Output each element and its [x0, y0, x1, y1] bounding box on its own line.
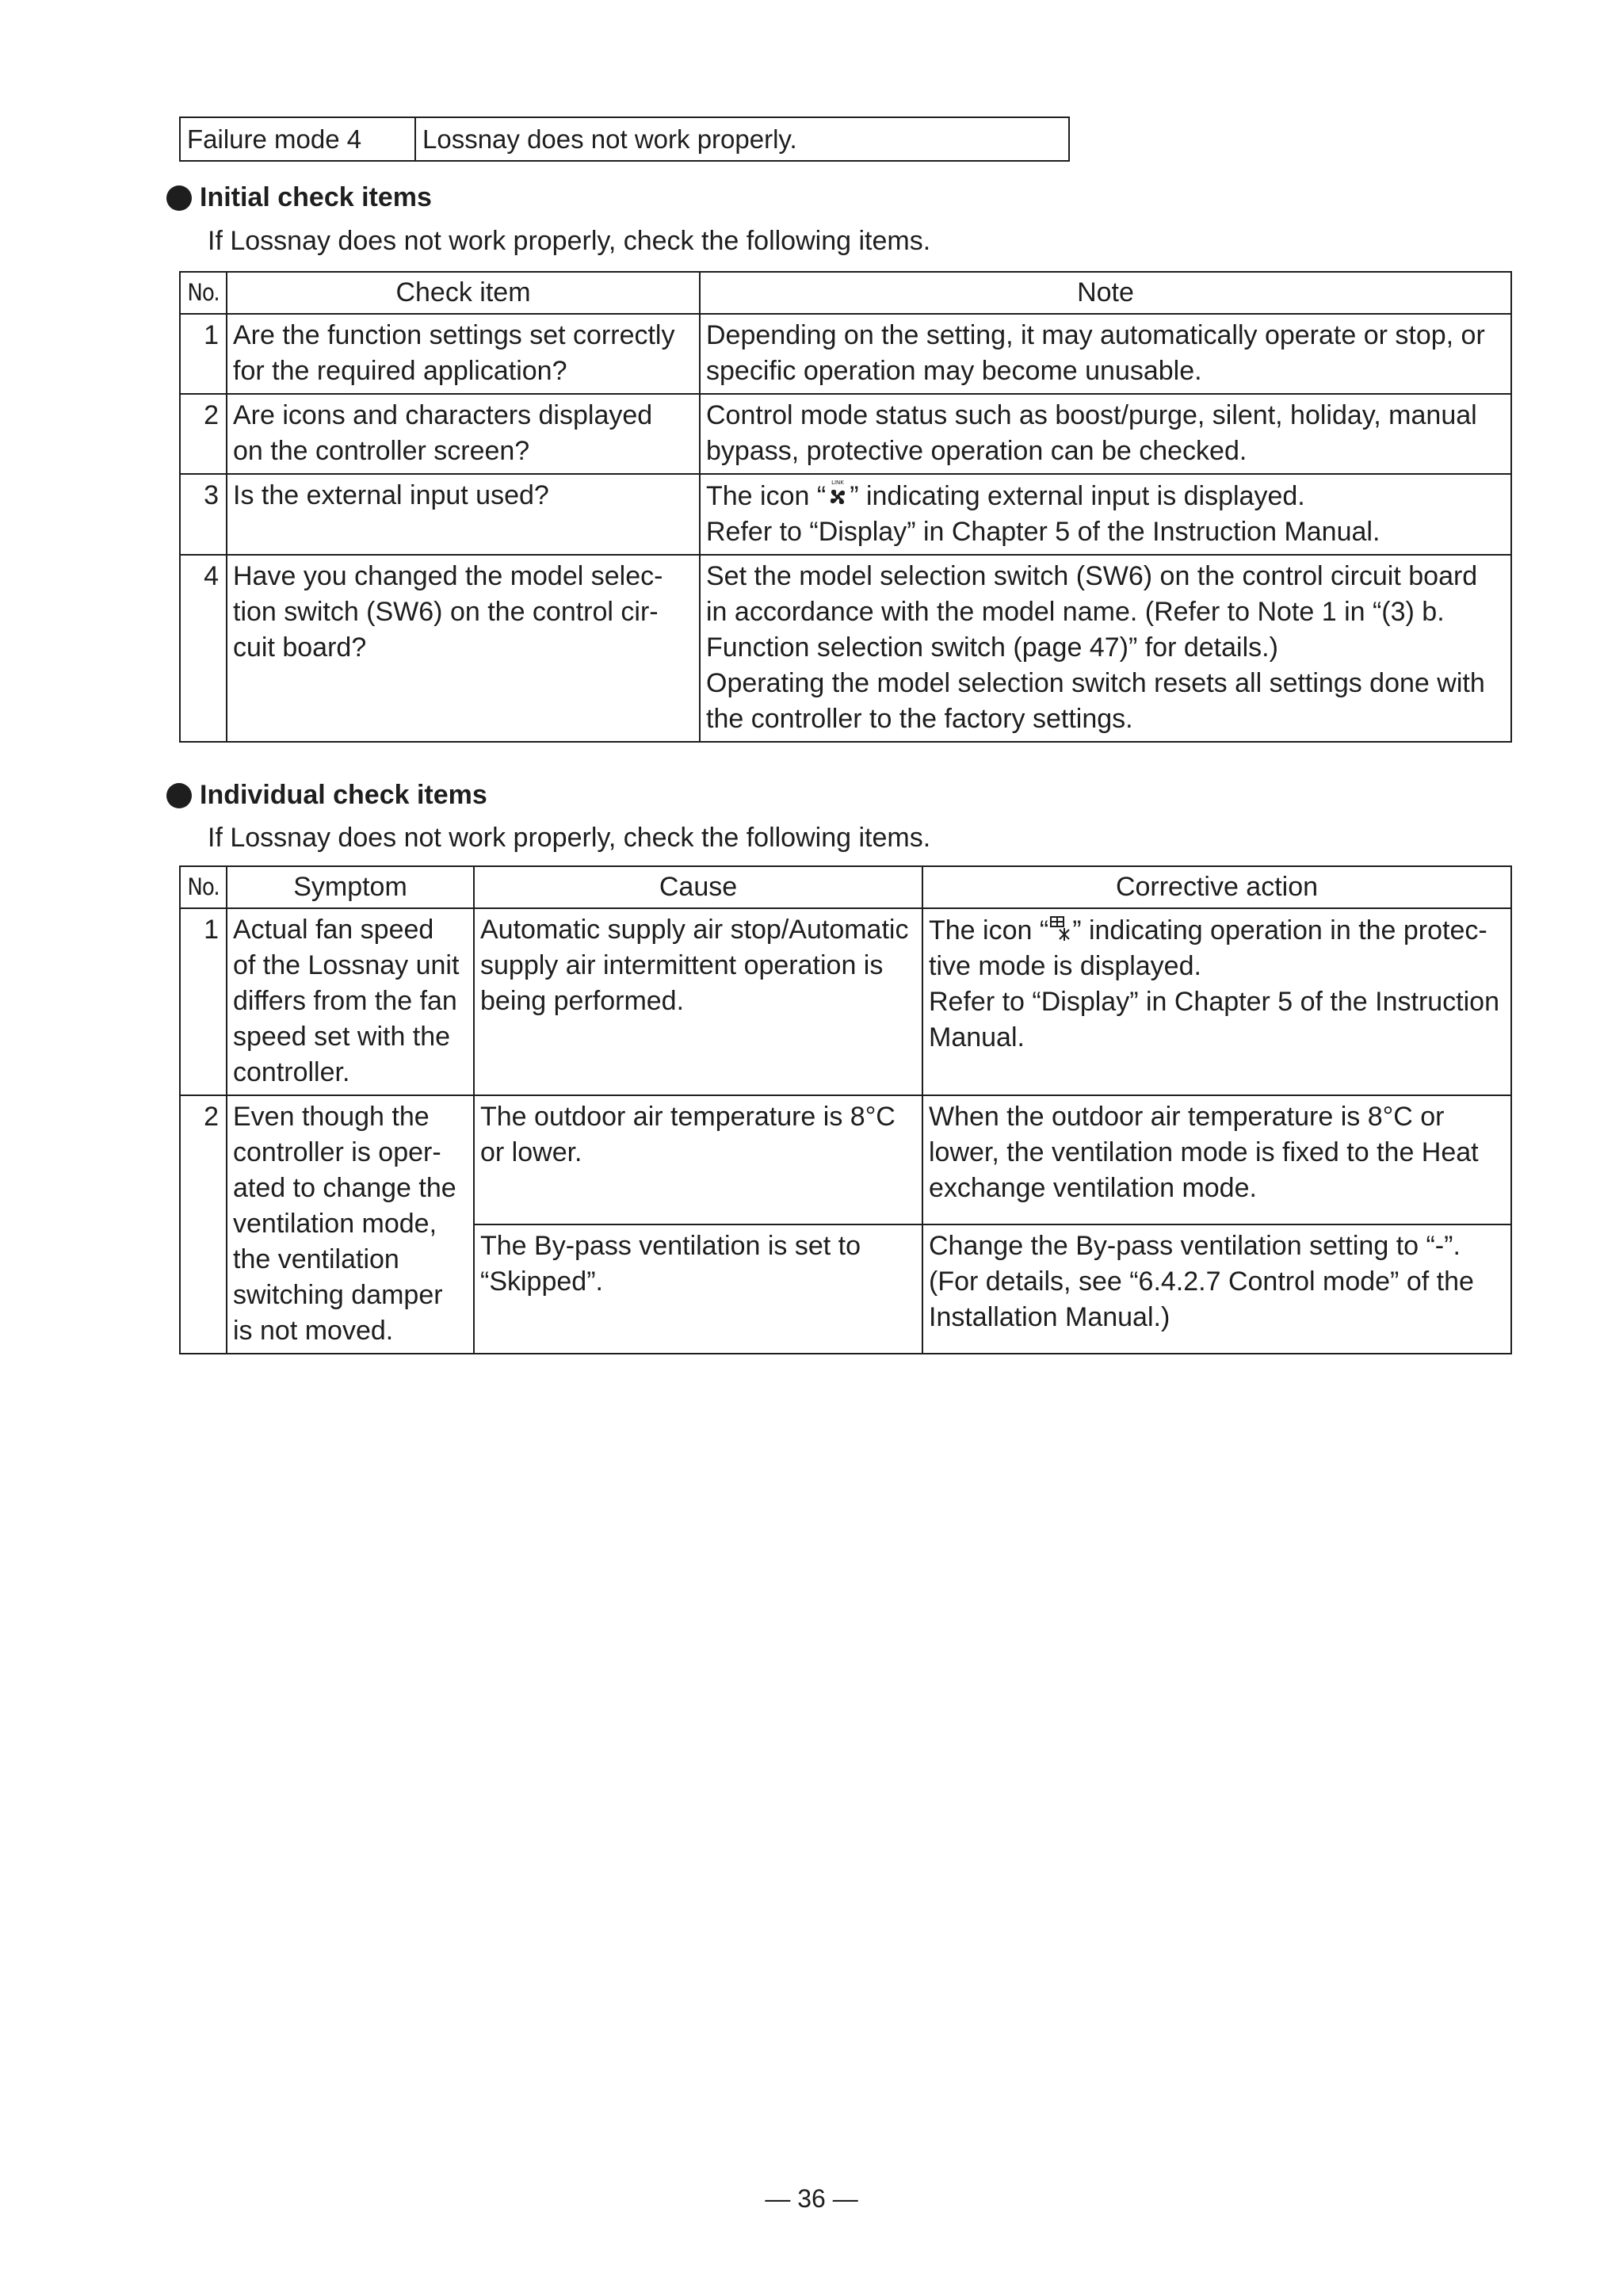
check-item-text: Are the function settings set correctly — [233, 320, 675, 350]
action-text: Change the By-pass ventilation setting to “-”. — [929, 1231, 1461, 1261]
symptom-text: Even though the — [233, 1102, 430, 1132]
symptom-text: ated to change the — [233, 1173, 456, 1203]
check-item-text: on the controller screen? — [233, 436, 530, 466]
cause-text: Automatic supply air stop/Automatic — [480, 915, 909, 945]
individual-check-title: Individual check items — [200, 780, 487, 810]
header-no: No. — [180, 866, 227, 908]
symptom-text: speed set with the — [233, 1022, 451, 1052]
table-row — [180, 394, 1511, 474]
bullet-icon — [166, 783, 192, 808]
action-text: Manual. — [929, 1022, 1025, 1052]
row-number: 3 — [180, 474, 227, 555]
failure-mode-row — [180, 117, 1069, 161]
row-number: 2 — [180, 1095, 227, 1354]
header-corrective-action: Corrective action — [922, 866, 1511, 908]
symptom-text: the ventilation — [233, 1244, 399, 1274]
individual-check-table — [179, 865, 1512, 1354]
cause-cell — [474, 908, 922, 1095]
table-row — [180, 474, 1511, 555]
check-item-cell — [227, 394, 700, 474]
symptom-text: Actual fan speed — [233, 915, 434, 945]
action-text: exchange ventilation mode. — [929, 1173, 1257, 1203]
action-text: lower, the ventilation mode is fixed to the Heat — [929, 1137, 1479, 1167]
header-no: No. — [180, 272, 227, 314]
cause-text: being performed. — [480, 986, 685, 1016]
table-row — [180, 908, 1511, 1095]
cause-text: The By-pass ventilation is set to — [480, 1231, 861, 1261]
note-text: Refer to “Display” in Chapter 5 of the Instruction Manual. — [706, 517, 1381, 547]
check-item-cell — [227, 314, 700, 394]
note-text: Operating the model selection switch resets all settings done with — [706, 668, 1485, 698]
action-text: Refer to “Display” in Chapter 5 of the Instruction — [929, 987, 1499, 1017]
symptom-text: ventilation mode, — [233, 1209, 437, 1239]
initial-check-heading — [166, 182, 432, 213]
check-item-text: Have you changed the model selec- — [233, 561, 663, 591]
corrective-action-cell — [922, 908, 1511, 1095]
cause-text: supply air intermittent operation is — [480, 950, 884, 980]
action-text: (For details, see “6.4.2.7 Control mode” of the — [929, 1266, 1474, 1297]
row-number: 4 — [180, 555, 227, 742]
note-text: in accordance with the model name. (Refer to Note 1 in “(3) b. — [706, 597, 1445, 627]
header-note: Note — [700, 272, 1511, 314]
corrective-action-cell — [922, 1224, 1511, 1354]
cause-text: “Skipped”. — [480, 1266, 603, 1297]
note-text: Set the model selection switch (SW6) on the control circuit board — [706, 561, 1478, 591]
failure-mode-table — [179, 117, 1070, 162]
page-number: — 36 — — [765, 2184, 858, 2213]
header-check-item: Check item — [227, 272, 700, 314]
symptom-cell — [227, 908, 474, 1095]
row-number: 1 — [180, 908, 227, 1095]
initial-check-table — [179, 271, 1512, 743]
check-item-text: for the required application? — [233, 356, 567, 386]
initial-check-intro: If Lossnay does not work properly, check the following items. — [208, 226, 931, 256]
symptom-text: switching damper — [233, 1280, 443, 1310]
check-item-text: tion switch (SW6) on the control cir- — [233, 597, 659, 627]
corrective-action-cell — [922, 1095, 1511, 1224]
row-number: 2 — [180, 394, 227, 474]
cause-cell — [474, 1095, 922, 1224]
table-header-row — [180, 866, 1511, 908]
action-text: Installation Manual.) — [929, 1302, 1170, 1332]
note-text: specific operation may become unusable. — [706, 356, 1202, 386]
symptom-text: differs from the fan — [233, 986, 457, 1016]
protective-mode-icon — [1048, 912, 1072, 944]
symptom-cell — [227, 1095, 474, 1354]
initial-check-title: Initial check items — [200, 182, 432, 212]
cause-text: or lower. — [480, 1137, 582, 1167]
note-text: Control mode status such as boost/purge, silent, holiday, manual — [706, 400, 1477, 430]
note-text: Function selection switch (page 47)” for details.) — [706, 632, 1278, 663]
note-cell — [700, 555, 1511, 742]
table-row — [180, 314, 1511, 394]
note-text: Depending on the setting, it may automatically operate or stop, or — [706, 320, 1485, 350]
link-fan-icon — [826, 478, 850, 510]
failure-mode-description: Lossnay does not work properly. — [415, 117, 1069, 161]
check-item-text: Is the external input used? — [233, 480, 549, 510]
action-text: tive mode is displayed. — [929, 951, 1201, 981]
bullet-icon — [166, 185, 192, 211]
symptom-text: controller. — [233, 1057, 350, 1087]
individual-check-heading — [166, 780, 487, 811]
note-text-with-icon: The icon “ LINK ” indicating external input is displayed. — [706, 479, 1305, 511]
check-item-text: Are icons and characters displayed — [233, 400, 653, 430]
action-text-with-icon: The icon “ ” indicating operation in the protec- — [929, 912, 1505, 949]
check-item-cell — [227, 555, 700, 742]
note-text: the controller to the factory settings. — [706, 704, 1133, 734]
header-symptom: Symptom — [227, 866, 474, 908]
individual-check-intro: If Lossnay does not work properly, check the following items. — [208, 823, 931, 853]
check-item-cell — [227, 474, 700, 555]
note-cell — [700, 314, 1511, 394]
note-cell — [700, 394, 1511, 474]
cause-text: The outdoor air temperature is 8°C — [480, 1102, 896, 1132]
failure-mode-label: Failure mode 4 — [180, 117, 415, 161]
row-number: 1 — [180, 314, 227, 394]
cause-cell — [474, 1224, 922, 1354]
symptom-text: is not moved. — [233, 1316, 394, 1346]
header-cause: Cause — [474, 866, 922, 908]
table-header-row — [180, 272, 1511, 314]
table-row — [180, 1095, 1511, 1224]
link-icon-label: LINK — [831, 479, 845, 486]
symptom-text: controller is oper- — [233, 1137, 441, 1167]
note-text: bypass, protective operation can be checked. — [706, 436, 1247, 466]
note-cell — [700, 474, 1511, 555]
symptom-text: of the Lossnay unit — [233, 950, 460, 980]
check-item-text: cuit board? — [233, 632, 367, 663]
table-row — [180, 555, 1511, 742]
action-text: When the outdoor air temperature is 8°C or — [929, 1102, 1445, 1132]
